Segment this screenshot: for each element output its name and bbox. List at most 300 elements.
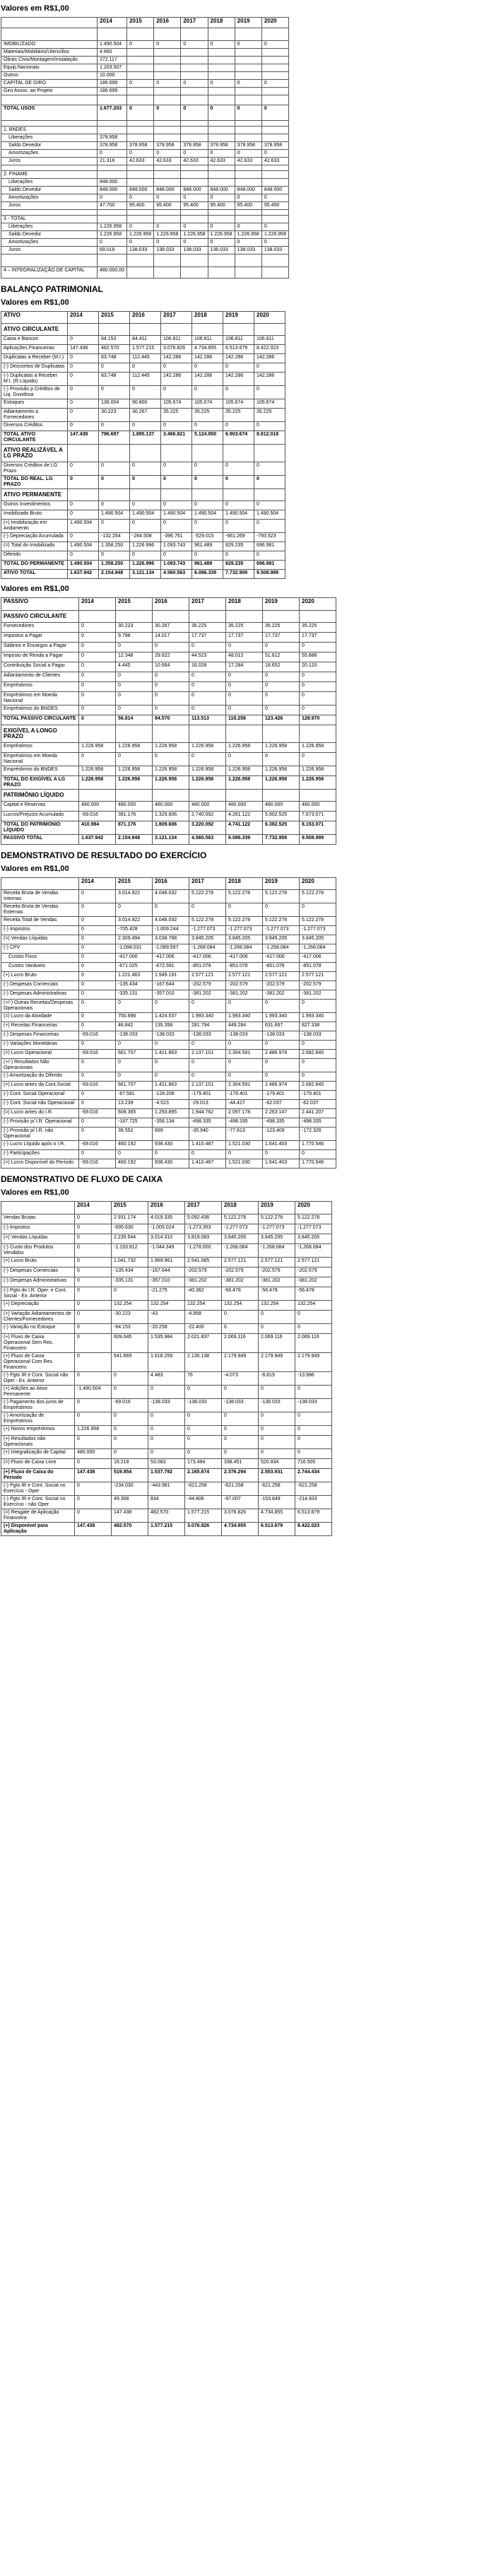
year-header-2016: 2016 [153, 598, 189, 611]
table-row [1, 1234, 332, 1244]
value-cell: 17.284 [226, 662, 263, 672]
row-label: (+) Integralização de Capital [1, 1449, 75, 1459]
table-row [1, 194, 289, 202]
value-cell: -30.223 [112, 1311, 148, 1324]
row-label: Contribuição Social a Pagar [1, 662, 79, 672]
value-cell: 0 [189, 1059, 226, 1072]
value-cell: 8.422.023 [295, 1523, 332, 1536]
value-cell [181, 95, 208, 105]
value-cell: 938.430 [153, 1159, 189, 1169]
value-cell: 0 [127, 239, 154, 247]
value-cell: 0 [75, 1277, 112, 1287]
value-cell: 0 [208, 41, 235, 49]
value-cell: 0 [295, 1324, 332, 1334]
value-cell [235, 127, 261, 134]
value-cell: 0 [261, 223, 288, 231]
table-row [1, 520, 285, 533]
table-row [1, 373, 285, 386]
value-cell: 44.523 [189, 652, 226, 662]
table-row [1, 633, 336, 643]
value-cell: 1.490.504 [68, 561, 99, 570]
value-cell [154, 57, 181, 64]
table-row [1, 570, 285, 579]
value-cell: -138.033 [222, 1399, 259, 1412]
value-cell [235, 254, 261, 267]
value-cell: 4.560.563 [161, 570, 192, 579]
value-cell: -621.258 [259, 1482, 295, 1496]
value-cell: 48.842 [116, 1022, 153, 1031]
value-cell [208, 134, 235, 142]
value-cell: 5.122.278 [300, 917, 336, 926]
value-cell: 0 [208, 194, 235, 202]
value-cell: -851.078 [263, 963, 300, 972]
value-cell: 1.490.504 [99, 510, 130, 520]
value-cell: 0 [189, 1150, 226, 1159]
value-cell [153, 611, 189, 623]
value-cell: -56.478 [222, 1287, 259, 1301]
table-row [1, 150, 289, 158]
value-cell: 147.438 [112, 1509, 148, 1523]
value-cell: 0 [192, 422, 223, 431]
table-row [1, 171, 289, 179]
value-cell: -1.268.084 [263, 944, 300, 954]
value-cell: -123.409 [263, 1128, 300, 1141]
value-cell: 3.076.826 [222, 1509, 259, 1523]
table-row [1, 105, 289, 121]
value-cell: 0 [208, 223, 235, 231]
value-cell: -202.579 [300, 981, 336, 990]
value-cell: 3.014.310 [148, 1234, 185, 1244]
value-cell [127, 72, 154, 80]
value-cell [300, 790, 336, 802]
value-cell: -179.401 [300, 1091, 336, 1100]
row-label: Empréstimos em Moeda Nacional [1, 753, 79, 766]
row-label: (+/-) Resultados Não Operacionais [1, 1059, 79, 1072]
value-cell: 378.958 [127, 142, 154, 150]
value-cell: 0 [75, 1311, 112, 1324]
value-cell: 0 [153, 692, 189, 706]
value-cell: 4.734.855 [259, 1509, 295, 1523]
value-cell: 0 [189, 692, 226, 706]
value-cell: 0 [116, 1000, 153, 1013]
value-cell [99, 324, 130, 336]
value-cell: -13.986 [295, 1372, 332, 1386]
row-label: (+) Adições ao Ativo Permanente [1, 1386, 75, 1399]
value-cell: 0 [185, 1412, 222, 1426]
value-cell: 3.014.922 [116, 890, 153, 903]
value-cell: 0 [300, 903, 336, 917]
value-cell: 848.000 [127, 187, 154, 194]
value-cell [79, 790, 116, 802]
value-cell: 2.021.837 [185, 1334, 222, 1353]
section-row [1, 725, 336, 743]
value-cell [235, 210, 261, 216]
row-label: (=) Lucro Operacional [1, 1050, 79, 1059]
value-cell: 0 [68, 422, 99, 431]
value-cell: 2.263.147 [263, 1109, 300, 1118]
value-cell: -135.434 [116, 981, 153, 990]
table-row [1, 643, 336, 652]
table-row [1, 561, 285, 570]
value-cell [208, 254, 235, 267]
row-label: Empréstimos em Moeda Nacional [1, 692, 79, 706]
value-cell: 173.494 [185, 1459, 222, 1469]
value-cell: 2.744.434 [295, 1469, 332, 1482]
value-cell: -35.940 [189, 1128, 226, 1141]
value-cell: 147.438 [75, 1469, 112, 1482]
value-cell: 1.537.792 [148, 1469, 185, 1482]
value-cell [181, 210, 208, 216]
row-label: Empréstimos do BNDES [1, 766, 79, 776]
year-header-2019: 2019 [263, 878, 300, 890]
value-cell: -128.208 [153, 1091, 189, 1100]
value-cell [223, 324, 254, 336]
value-cell: 0 [99, 422, 130, 431]
section-row [1, 611, 336, 623]
value-cell: 6.513.679 [295, 1509, 332, 1523]
value-cell [261, 49, 288, 57]
value-cell [116, 611, 153, 623]
value-cell: 338.451 [222, 1459, 259, 1469]
value-cell: 0 [189, 682, 226, 692]
value-cell [181, 64, 208, 72]
value-cell: 0 [263, 1041, 300, 1050]
value-cell: -138.033 [300, 1031, 336, 1041]
value-cell: 1.226.958 [189, 766, 226, 776]
value-cell: 1.490.504 [254, 510, 285, 520]
table-row [1, 1258, 332, 1267]
row-label: Diferido [1, 551, 68, 561]
value-cell [154, 267, 181, 279]
section-title: Valores em R$1,00 [1, 4, 69, 13]
section-subtitle: Valores em R$1,00 [1, 1188, 69, 1197]
row-label: Adiantamento a Fornecedores [1, 409, 68, 422]
value-cell: 76 [185, 1372, 222, 1386]
value-cell: 4.019.335 [148, 1214, 185, 1224]
value-cell: 0 [208, 80, 235, 88]
value-cell: 0 [208, 239, 235, 247]
value-cell: 1.226.958 [300, 766, 336, 776]
value-cell: 0 [222, 1386, 259, 1399]
row-label: EXIGÍVEL A LONGO PRAZO [1, 725, 79, 743]
value-cell: 0 [223, 551, 254, 561]
row-label: (+) Resultados não Operacionais [1, 1436, 75, 1449]
value-cell: -1.277.073 [189, 926, 226, 935]
year-header-2016: 2016 [130, 312, 161, 324]
value-cell: 0 [185, 1436, 222, 1449]
value-cell: 4.445 [116, 662, 153, 672]
row-label: Obras Civis/Montagem/Instalação [1, 57, 98, 64]
value-cell: 480.000 [226, 802, 263, 812]
table-row [1, 715, 336, 725]
row-label: (-) Pgto do I.R. Oper. e Cont. Social - Ex. Anterior [1, 1287, 75, 1301]
value-cell: 0 [254, 363, 285, 373]
value-cell: 1.226.958 [263, 766, 300, 776]
value-cell: 3.076.826 [185, 1523, 222, 1536]
value-cell: 29.622 [153, 652, 189, 662]
value-cell: 106.811 [192, 336, 223, 345]
value-cell [300, 611, 336, 623]
value-cell: 0 [235, 150, 261, 158]
value-cell [261, 95, 288, 105]
value-cell: 0 [259, 1311, 295, 1324]
value-cell [263, 725, 300, 743]
row-label: Liberações [1, 223, 98, 231]
section-title: DEMONSTRATIVO DE RESULTADO DO EXERCÍCIO [1, 850, 207, 860]
row-label: (-) Participações [1, 1150, 79, 1159]
value-cell [261, 134, 288, 142]
value-cell: 6.382.525 [263, 821, 300, 835]
value-cell: 112.445 [130, 373, 161, 386]
value-cell: 0 [130, 501, 161, 510]
table-row [1, 1496, 332, 1509]
value-cell [208, 216, 235, 223]
row-label: (-) Despesas Comerciais [1, 981, 79, 990]
value-cell [192, 445, 223, 462]
value-cell: 480.000 [75, 1449, 112, 1459]
year-header-2019: 2019 [263, 598, 300, 611]
value-cell: 5.124.850 [192, 431, 223, 445]
row-label [1, 165, 98, 171]
value-cell: 0 [154, 223, 181, 231]
value-cell: -1.278.000 [185, 1244, 222, 1258]
value-cell: 5.122.278 [189, 917, 226, 926]
year-header-2020: 2020 [261, 18, 288, 28]
value-cell: 0 [68, 476, 99, 489]
table-row [1, 1224, 332, 1234]
value-cell: 480.000 [153, 802, 189, 812]
value-cell: -132.254 [99, 533, 130, 542]
value-cell: 0 [79, 935, 116, 944]
value-cell: 0 [127, 194, 154, 202]
value-cell [154, 64, 181, 72]
row-label: Receita Bruta de Vendas Externas [1, 903, 79, 917]
value-cell [235, 179, 261, 187]
value-cell: 5.122.278 [263, 917, 300, 926]
value-cell [254, 489, 285, 501]
value-cell [127, 210, 154, 216]
value-cell: -179.401 [226, 1091, 263, 1100]
value-cell: 0 [148, 1412, 185, 1426]
value-cell: 0 [79, 706, 116, 715]
value-cell: 0 [79, 1091, 116, 1100]
value-cell: 0 [300, 1059, 336, 1072]
value-cell: 0 [259, 1412, 295, 1426]
table-row [1, 363, 285, 373]
header-label-cell: ATIVO [1, 312, 68, 324]
value-cell [223, 489, 254, 501]
table-row [1, 95, 289, 105]
value-cell: -77.813 [226, 1128, 263, 1141]
value-cell [235, 57, 261, 64]
value-cell: 0 [226, 1059, 263, 1072]
row-label: (=) Vendas Líquidas [1, 1234, 75, 1244]
value-cell [181, 171, 208, 179]
table-row [1, 743, 336, 753]
value-cell: 1.641.403 [263, 1159, 300, 1169]
table-row [1, 682, 336, 692]
value-cell: 938.430 [153, 1141, 189, 1150]
table-row [1, 476, 285, 489]
table-row [1, 267, 289, 279]
value-cell: 2.304.591 [226, 1050, 263, 1059]
value-cell: 848.000 [235, 187, 261, 194]
value-cell: 6.513.679 [259, 1523, 295, 1536]
value-cell: 0 [300, 1072, 336, 1082]
value-cell: 1.226.958 [98, 231, 127, 239]
value-cell: 138.033 [181, 247, 208, 254]
value-cell: 35.225 [254, 409, 285, 422]
row-label: PATRIMÔNIO LÍQUIDO [1, 790, 79, 802]
value-cell: 1.226.996 [130, 542, 161, 551]
value-cell: 0 [68, 501, 99, 510]
value-cell: 2.486.974 [263, 1082, 300, 1091]
table-row [1, 981, 336, 990]
table-row [1, 672, 336, 682]
row-label: (-) Amortização do Diferido [1, 1072, 79, 1082]
value-cell: 0 [79, 692, 116, 706]
value-cell: 1.093.743 [161, 561, 192, 570]
value-cell: 186.699 [98, 80, 127, 88]
value-cell: 0 [79, 903, 116, 917]
year-header-2020: 2020 [300, 878, 336, 890]
data-table [1, 597, 336, 845]
value-cell: 1.203.507 [98, 64, 127, 72]
row-label: Estoques [1, 399, 68, 409]
value-cell [181, 28, 208, 41]
value-cell: 2.931.174 [112, 1214, 148, 1224]
value-cell: 1.969.961 [148, 1258, 185, 1267]
value-cell: 136.004 [99, 399, 130, 409]
value-cell [208, 95, 235, 105]
value-cell [161, 445, 192, 462]
value-cell: 0 [79, 633, 116, 643]
value-cell: 0 [261, 194, 288, 202]
value-cell: 0 [300, 1041, 336, 1050]
value-cell [235, 28, 261, 41]
value-cell: 0 [192, 551, 223, 561]
value-cell: 0 [130, 462, 161, 476]
year-header-2015: 2015 [112, 1202, 148, 1214]
year-header-2017: 2017 [181, 18, 208, 28]
value-cell: -671.025 [116, 963, 153, 972]
value-cell [98, 216, 127, 223]
value-cell: 1.410.487 [189, 1159, 226, 1169]
row-label: TOTAL DO EXIGÍVEL A LG PRAZO [1, 776, 79, 790]
value-cell: -202.579 [295, 1267, 332, 1277]
value-cell: 1.521.030 [226, 1141, 263, 1150]
value-cell: -138.033 [153, 1031, 189, 1041]
row-label: (-) CPV [1, 944, 79, 954]
value-cell [263, 611, 300, 623]
value-cell [130, 445, 161, 462]
year-header-2018: 2018 [222, 1202, 259, 1214]
value-cell [208, 49, 235, 57]
row-label: (=) Resgate de Aplicação Financeira [1, 1509, 75, 1523]
value-cell: -417.006 [300, 954, 336, 963]
value-cell: 1.993.340 [263, 1013, 300, 1022]
table-row [1, 1050, 336, 1059]
value-cell: 0 [222, 1449, 259, 1459]
table-row [1, 1334, 332, 1353]
row-label: (-) Duplicatas a Receber M.I. (R.Líquido) [1, 373, 68, 386]
year-header-2014: 2014 [75, 1202, 112, 1214]
value-cell: 5.092.436 [185, 1214, 222, 1224]
row-label: (+) Fluxo de Caixa do Período [1, 1469, 75, 1482]
table-row [1, 165, 289, 171]
row-label: Aplicações Financeiras [1, 345, 68, 354]
value-cell: 138.033 [261, 247, 288, 254]
value-cell: 18.652 [263, 662, 300, 672]
year-header-2017: 2017 [161, 312, 192, 324]
value-cell: 2.486.974 [263, 1050, 300, 1059]
value-cell [261, 127, 288, 134]
row-label: (-) Variação no Estoque [1, 1324, 75, 1334]
data-table [1, 1201, 332, 1536]
table-row [1, 926, 336, 935]
row-label: Diversos Créditos [1, 422, 68, 431]
value-cell: -621.258 [222, 1482, 259, 1496]
value-cell: -69.016 [79, 1082, 116, 1091]
section-row [1, 324, 285, 336]
value-cell: 3.845.205 [295, 1234, 332, 1244]
value-cell: 378.958 [154, 142, 181, 150]
year-header-2014: 2014 [79, 598, 116, 611]
value-cell: 7.673.071 [300, 812, 336, 821]
value-cell [208, 28, 235, 41]
value-cell [261, 121, 288, 127]
value-cell: 7.732.909 [223, 570, 254, 579]
table-row [1, 254, 289, 267]
value-cell: 0 [226, 1000, 263, 1013]
table-row [1, 1287, 332, 1301]
value-cell: 1.226.958 [154, 231, 181, 239]
value-cell: 480.000,00 [98, 267, 127, 279]
table-row [1, 399, 285, 409]
row-label: Custos Variáveis [1, 963, 79, 972]
value-cell: 138.033 [154, 247, 181, 254]
section-row [1, 790, 336, 802]
row-label: (-) Despesas Comerciais [1, 1267, 75, 1277]
value-cell: 0 [127, 150, 154, 158]
value-cell: 83.748 [99, 354, 130, 363]
value-cell: 661.707 [116, 1082, 153, 1091]
row-label: (=) Vendas Líquidas [1, 935, 79, 944]
value-cell: 3.076.826 [161, 345, 192, 354]
row-label: Imposto de Renda a Pagar [1, 652, 79, 662]
value-cell: 0 [259, 1324, 295, 1334]
table-row [1, 821, 336, 835]
value-cell: 2.309.494 [116, 935, 153, 944]
value-cell: 0 [148, 1386, 185, 1399]
row-label: ATIVO TOTAL [1, 570, 68, 579]
table-row [1, 354, 285, 363]
row-label [1, 95, 98, 105]
table-row [1, 835, 336, 845]
value-cell: 8.812.018 [254, 431, 285, 445]
value-cell: 378.958 [208, 142, 235, 150]
table-row [1, 776, 336, 790]
value-cell: -396.761 [161, 533, 192, 542]
value-cell [192, 489, 223, 501]
value-cell [181, 57, 208, 64]
value-cell: 0 [226, 1072, 263, 1082]
value-cell: -40.362 [185, 1287, 222, 1301]
row-label: TOTAL USOS [1, 105, 98, 121]
value-cell: 0 [295, 1386, 332, 1399]
value-cell: -69.016 [79, 1031, 116, 1041]
value-cell: 0 [75, 1234, 112, 1244]
